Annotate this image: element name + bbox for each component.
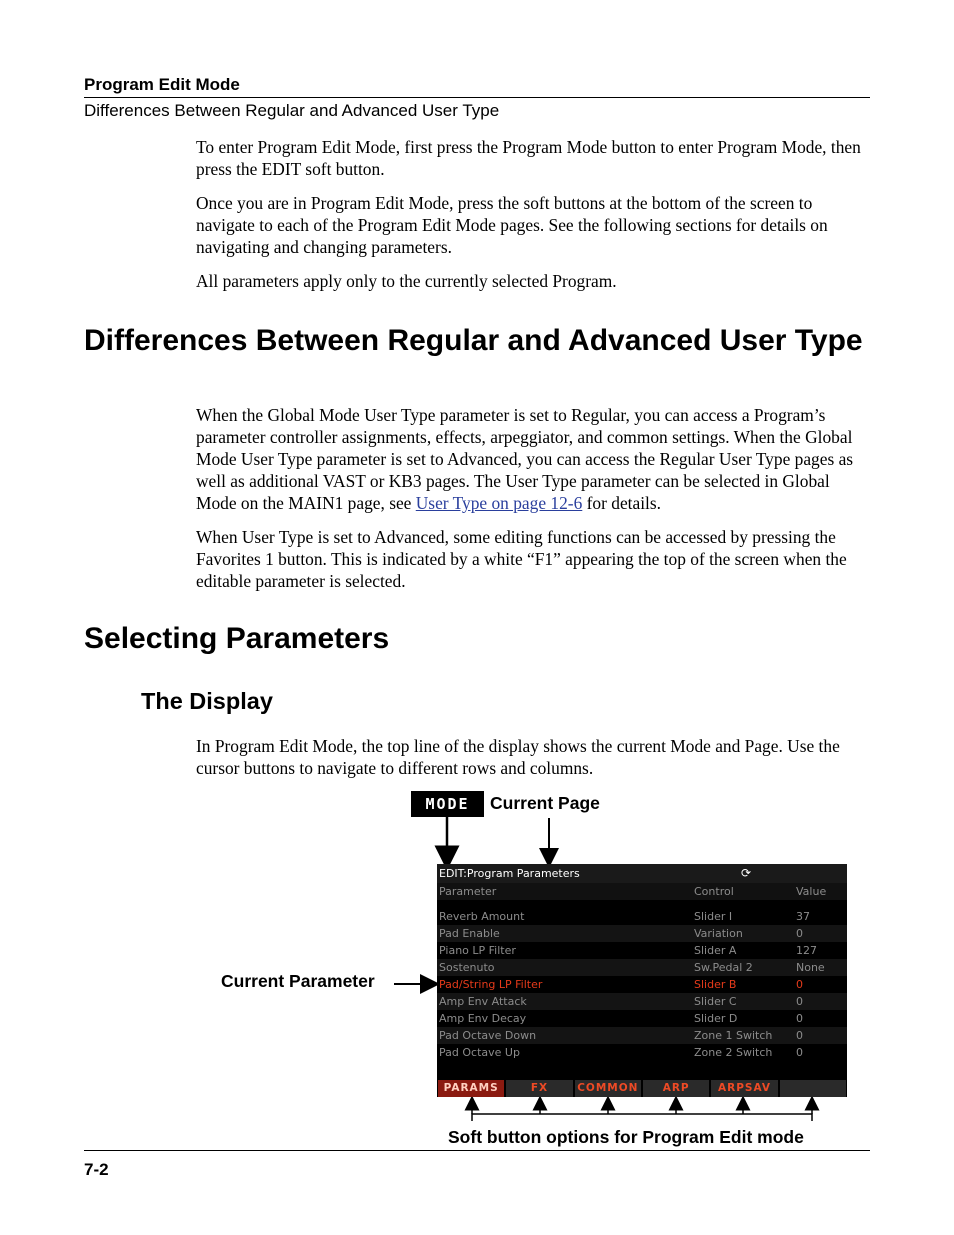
- screen-row: [437, 908, 847, 925]
- screen-row: [437, 959, 847, 976]
- row-control: Slider D: [694, 1012, 738, 1025]
- row-control: Zone 2 Switch: [694, 1046, 773, 1059]
- row-control: Variation: [694, 927, 743, 940]
- screen-row: [437, 1010, 847, 1027]
- soft-bracket: [472, 1114, 812, 1121]
- page-number: 7-2: [84, 1160, 109, 1179]
- differences-heading: Differences Between Regular and Advanced User Type: [84, 324, 863, 357]
- soft-button-bar: [437, 1080, 847, 1097]
- refresh-icon: ⟳: [741, 866, 752, 880]
- column-value: Value: [796, 885, 827, 898]
- row-parameter: Pad Octave Down: [439, 1029, 537, 1042]
- screen-row: [437, 925, 847, 942]
- row-parameter: Amp Env Decay: [439, 1012, 527, 1025]
- row-control: Zone 1 Switch: [694, 1029, 773, 1042]
- screen-row: [437, 1027, 847, 1044]
- row-value: 0: [796, 995, 803, 1008]
- column-parameter: Parameter: [439, 885, 497, 898]
- soft-buttons-caption: Soft button options for Program Edit mode: [448, 1127, 804, 1147]
- intro-paragraph-1: To enter Program Edit Mode, first press the Program Mode button to enter Program Mode, then press the EDIT soft button.: [196, 137, 861, 179]
- running-header-chapter: Program Edit Mode: [84, 75, 240, 94]
- row-value: 0: [796, 1029, 803, 1042]
- user-type-link[interactable]: User Type on page 12-6: [415, 493, 583, 513]
- screen-row: [437, 993, 847, 1010]
- row-parameter: Pad/String LP Filter: [439, 978, 543, 991]
- row-value: 0: [796, 1046, 803, 1059]
- row-parameter: Pad Enable: [439, 927, 500, 940]
- screen-page: Program Parameters: [466, 867, 580, 880]
- the-display-heading: The Display: [141, 688, 273, 714]
- current-page-label: Current Page: [490, 793, 600, 813]
- differences-paragraph-2: When User Type is set to Advanced, some editing functions can be accessed by pressing the Favorites 1 button. This is indicated by a white “F1” appearing the top of the screen when the editable parameter is selected.: [196, 527, 847, 591]
- column-control: Control: [694, 885, 734, 898]
- screen-title-bar: [437, 864, 847, 883]
- row-value: 0: [796, 927, 803, 940]
- screen-mode: EDIT:: [439, 867, 467, 880]
- row-control: Sw.Pedal 2: [694, 961, 753, 974]
- row-value: 127: [796, 944, 817, 957]
- row-control: Slider I: [694, 910, 733, 923]
- screen-row: [437, 976, 847, 993]
- screen-row: [437, 942, 847, 959]
- soft-button: ARPSAV: [711, 1080, 777, 1097]
- row-parameter: Amp Env Attack: [439, 995, 527, 1008]
- soft-button: ARP: [643, 1080, 709, 1097]
- intro-paragraph-3: All parameters apply only to the currently selected Program.: [196, 271, 617, 291]
- footer-rule: [84, 1150, 870, 1151]
- row-value: 37: [796, 910, 810, 923]
- row-control: Slider A: [694, 944, 737, 957]
- row-parameter: Pad Octave Up: [439, 1046, 520, 1059]
- row-value: 0: [796, 1012, 803, 1025]
- row-value: 0: [796, 978, 803, 991]
- row-value: None: [796, 961, 825, 974]
- row-control: Slider C: [694, 995, 737, 1008]
- current-parameter-label: Current Parameter: [221, 971, 375, 991]
- differences-paragraph-1: When the Global Mode User Type parameter is set to Regular, you can access a Program’s parameter controller assignments, effects, arpeggiator, and common settings. When the Global Mode User Type parameter is set to Advanced, you can access the Regular User Type pages as well as additional VAST or KB3 pages. The User Type parameter can be selected in Global Mode on the MAIN1 page, see User Type on page 12-6 for details.: [196, 405, 854, 513]
- row-parameter: Reverb Amount: [439, 910, 525, 923]
- soft-button: COMMON: [575, 1080, 641, 1097]
- row-parameter: Sostenuto: [439, 961, 495, 974]
- running-header-section: Differences Between Regular and Advanced User Type: [84, 101, 500, 120]
- row-parameter: Piano LP Filter: [439, 944, 516, 957]
- soft-button: FX: [506, 1080, 572, 1097]
- mode-badge: MODE: [411, 791, 484, 817]
- screen-column-header: [437, 883, 847, 900]
- soft-button: [780, 1080, 846, 1097]
- intro-paragraph-2: Once you are in Program Edit Mode, press the soft buttons at the bottom of the screen to navigate to each of the Program Edit Mode pages. See the following sections for details on navigating and changing parameters.: [196, 193, 828, 257]
- soft-button: PARAMS: [438, 1080, 504, 1097]
- display-paragraph: In Program Edit Mode, the top line of the display shows the current Mode and Page. Use the cursor buttons to navigate to different rows and columns.: [196, 736, 840, 778]
- selecting-parameters-heading: Selecting Parameters: [84, 622, 390, 655]
- row-control: Slider B: [694, 978, 737, 991]
- screen-row: [437, 1044, 847, 1061]
- device-screen: [437, 864, 847, 1097]
